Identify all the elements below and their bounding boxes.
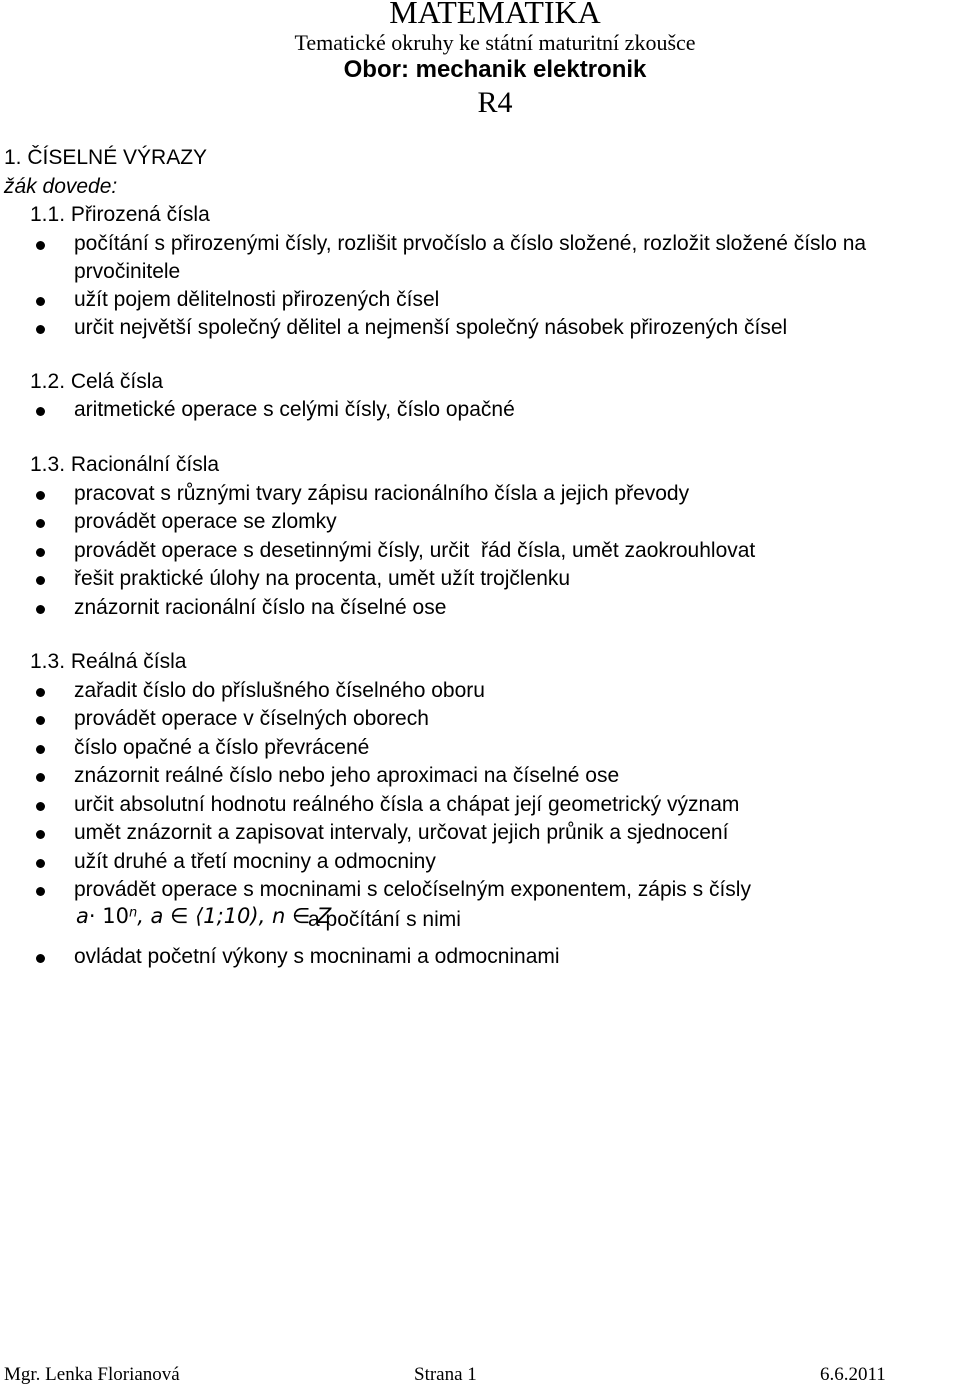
document-code: R4 [477,86,513,119]
section-heading: 1.3. Racionální čísla [30,453,220,476]
formula-a: a [76,904,89,928]
list-item: určit největší společný dělitel a nejmenší společný násobek přirozených čísel [74,316,788,339]
bullet [36,773,45,782]
list-item: znázornit racionální číslo na číselné ose [74,596,447,619]
chapter-heading: 1. ČÍSELNÉ VÝRAZY [4,146,208,169]
document-subtitle: Tematické okruhy ke státní maturitní zkoušce [294,30,696,55]
list-item: určit absolutní hodnotu reálného čísla a chápat její geometrický význam [74,793,740,816]
list-item: počítání s přirozenými čísly, rozlišit prvočíslo a číslo složené, rozložit složené číslo na [74,232,867,255]
list-item: provádět operace v číselných oborech [74,707,429,730]
bullet [36,830,45,839]
section-heading: 1.1. Přirozená čísla [30,203,210,226]
field-of-study: Obor: mechanik elektronik [343,56,647,83]
bullet [36,887,45,896]
list-item-continuation: prvočinitele [74,260,181,283]
list-item: znázornit reálné číslo nebo jeho aproximaci na číselné ose [74,764,620,787]
bullet [36,491,45,500]
section-heading: 1.3. Reálná čísla [30,650,187,673]
bullet [36,297,45,306]
list-item: pracovat s různými tvary zápisu racionálního čísla a jejich převody [74,482,690,505]
bullet [36,859,45,868]
list-item: užít druhé a třetí mocniny a odmocniny [74,850,436,873]
footer-date: 6.6.2011 [820,1364,886,1385]
list-item: řešit praktické úlohy na procenta, umět užít trojčlenku [74,567,571,590]
bullet [36,576,45,585]
list-item: provádět operace s mocninami s celočíselným exponentem, zápis s čísly [74,878,751,901]
bullet [36,407,45,416]
scientific-notation-formula [76,904,331,936]
footer-author: Mgr. Lenka Florianová [4,1364,180,1385]
bullet [36,605,45,614]
list-item: provádět operace se zlomky [74,510,337,533]
list-item: číslo opačné a číslo převrácené [74,736,370,759]
list-item: provádět operace s desetinnými čísly, určit řád čísla, umět zaokrouhlovat [74,539,756,562]
bullet [36,745,45,754]
formula-exponent: n [128,905,138,921]
document-title: MATEMATIKA [389,0,601,30]
list-item: ovládat početní výkony s mocninami a odmocninami [74,945,560,968]
list-item-continuation: a počítání s nimi [308,908,461,931]
section-heading: 1.2. Celá čísla [30,370,164,393]
formula-times-ten: · 10 [88,904,129,928]
bullet [36,519,45,528]
bullet [36,954,45,963]
list-item: aritmetické operace s celými čísly, číslo opačné [74,398,515,421]
list-item: užít pojem dělitelnosti přirozených čísel [74,288,440,311]
list-item: umět znázornit a zapisovat intervaly, určovat jejich průnik a sjednocení [74,821,729,844]
list-item: zařadit číslo do příslušného číselného oboru [74,679,485,702]
bullet [36,325,45,334]
formula-condition: , a ∈ ⟨1;10), n ∈ Z [137,904,332,928]
chapter-intro: žák dovede: [4,175,118,198]
bullet [36,241,45,250]
bullet [36,548,45,557]
bullet [36,716,45,725]
bullet [36,802,45,811]
bullet [36,688,45,697]
footer-page-number: Strana 1 [414,1364,477,1385]
